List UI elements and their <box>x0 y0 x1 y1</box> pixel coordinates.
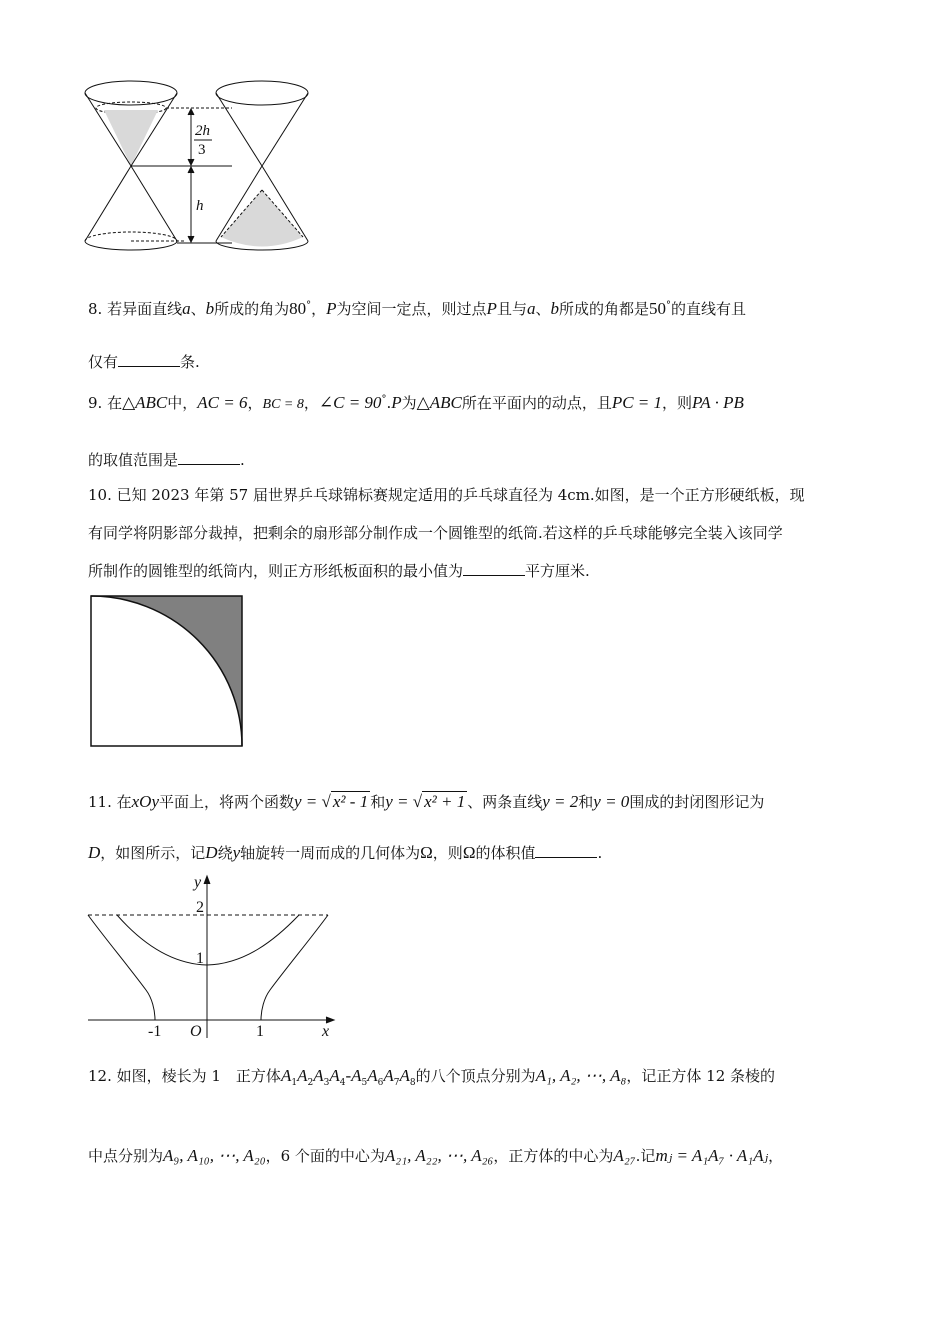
tick-x1: 1 <box>256 1023 264 1040</box>
q12-line1: 12. 如图，棱长为 1 正方体$A_1A_2A_3A_4-A_5A_6A_7A_8$的八个顶点分别为A₁, A₂, ⋯, A₈，记正方体 12 条棱的 <box>88 1066 776 1088</box>
x-axis-label: x <box>322 1023 330 1040</box>
answer-blank <box>535 843 597 858</box>
answer-blank <box>463 561 525 576</box>
q11-line1: 11. 在xOy平面上，将两个函数y = √ x² - 1 和y = √ x² + 1 、两条直线y = 2和y = 0围成的封闭图形记为 <box>88 792 765 811</box>
rotation-region-figure <box>84 872 344 1042</box>
label-h: h <box>196 198 204 214</box>
q10-line2: 有同学将阴影部分裁掉，把剩余的扇形部分制作成一个圆锥型的纸筒.若这样的乒乓球能够完全装入该同学 <box>88 524 783 542</box>
origin-label: O <box>190 1023 202 1040</box>
q12-line2: 中点分别为A₉, A₁₀, ⋯, A₂₀，6 个面的中心为A₂₁, A₂₂, ⋯, A₂₆，正方体的中心为A₂₇.记mⱼ = A₁A₇ · A₁Aⱼ， <box>88 1146 784 1165</box>
label-3: 3 <box>198 142 206 158</box>
answer-blank <box>118 352 180 367</box>
q8-line2: 仅有 条. <box>88 353 200 371</box>
q9-line1: 9. 在△ABC中，AC = 6，BC = 8，∠C = 90°.P为△ABC所在平面内的动点，且PC = 1，则PA · PB <box>88 393 744 412</box>
q9-line2: 的取值范围是 . <box>88 451 245 469</box>
q8-line1: 8. 若异面直线a、b所成的角为80°，P为空间一定点，则过点P且与a、b所成的角都是50°的直线有且 <box>88 299 746 318</box>
square-paper-figure <box>88 594 248 750</box>
q10-line3: 所制作的圆锥型的纸筒内，则正方形纸板面积的最小值为 平方厘米. <box>88 562 590 580</box>
y-axis-label: y <box>194 874 202 891</box>
tick-2: 2 <box>196 899 204 916</box>
q10-line1: 10. 已知 2023 年第 57 届世界乒乓球锦标赛规定适用的乒乓球直径为 4cm.如图，是一个正方形硬纸板，现 <box>88 486 805 504</box>
q11-line2: D，如图所示，记D绕y轴旋转一周而成的几何体为Ω，则Ω的体积值 . <box>88 843 603 862</box>
tick-1: 1 <box>196 950 204 967</box>
label-2h: 2h <box>195 123 210 139</box>
double-cone-figure <box>84 74 354 256</box>
tick-neg1: -1 <box>148 1023 162 1040</box>
answer-blank <box>178 450 240 465</box>
